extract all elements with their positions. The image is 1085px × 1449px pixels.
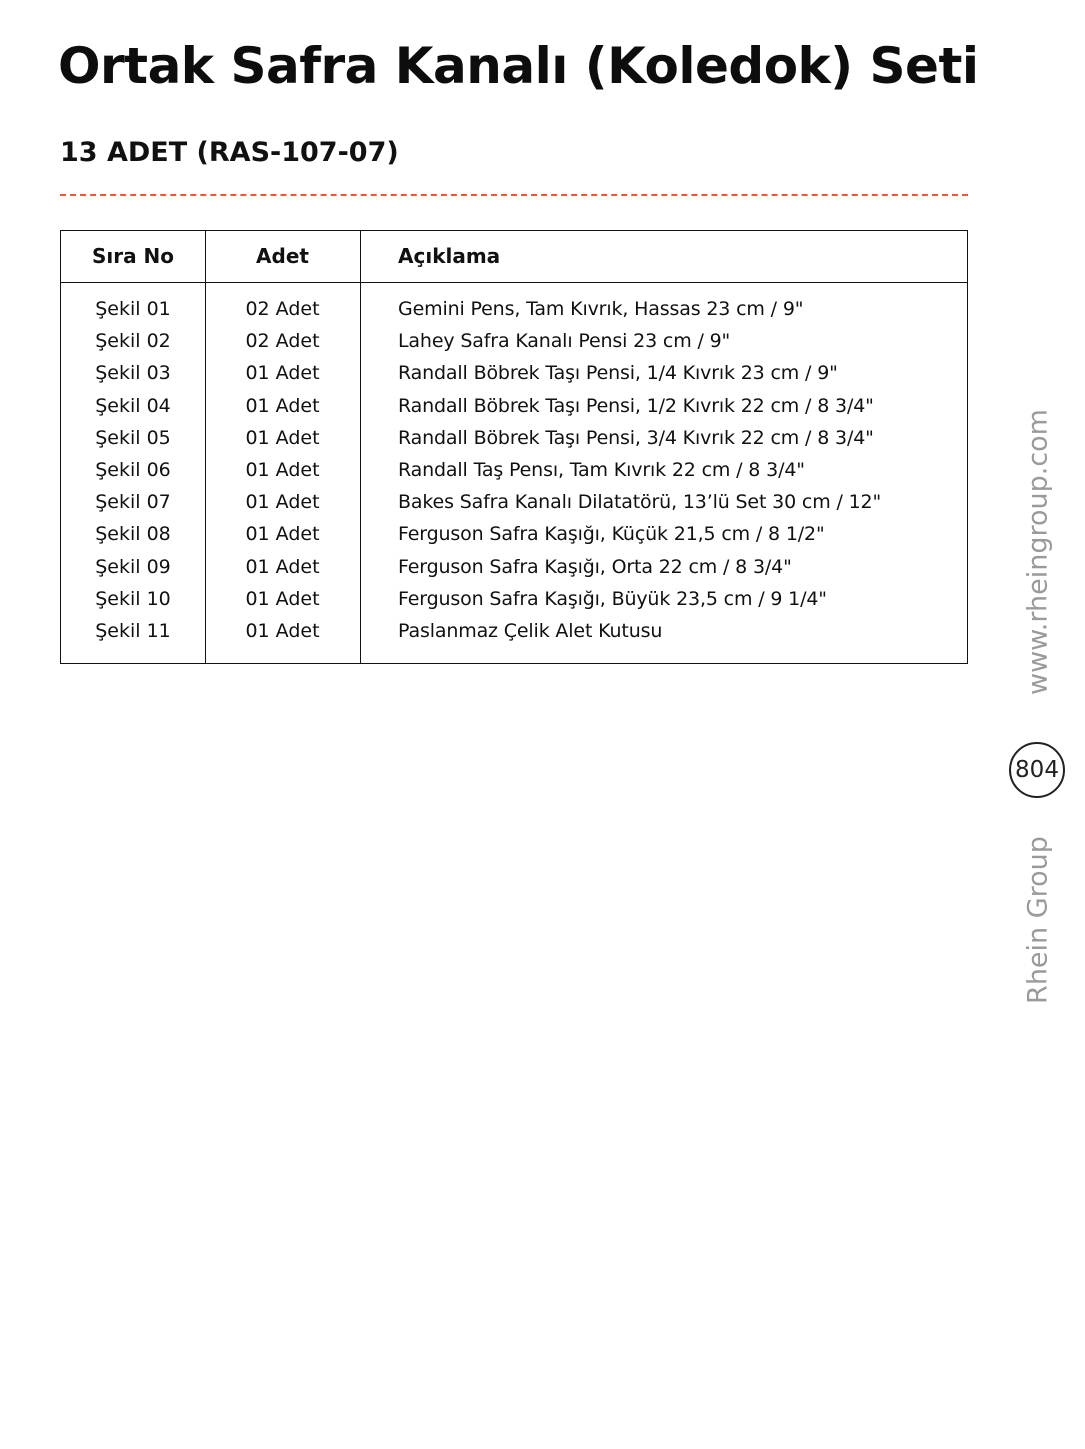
table-row — [61, 325, 967, 357]
table-row — [61, 422, 967, 454]
row-number-cell: Şekil 07 — [95, 491, 171, 514]
row-number-cell: Şekil 11 — [95, 619, 171, 642]
row-quantity-cell: 01 Adet — [245, 394, 320, 417]
header-sira-no: Sıra No — [91, 244, 175, 268]
row-quantity-cell: 01 Adet — [245, 362, 320, 385]
table-row — [61, 390, 967, 422]
row-description-cell: Ferguson Safra Kaşığı, Orta 22 cm / 8 3/4" — [398, 555, 792, 578]
table-row — [61, 293, 967, 325]
row-description-cell: Randall Taş Pensı, Tam Kıvrık 22 cm / 8 3/4" — [398, 458, 805, 481]
page-number-badge — [1009, 742, 1065, 798]
row-quantity-cell: 02 Adet — [245, 330, 320, 353]
row-quantity-cell: 01 Adet — [245, 619, 320, 642]
header-aciklama: Açıklama — [398, 244, 501, 268]
row-number-cell: Şekil 02 — [95, 330, 171, 353]
header-adet: Adet — [256, 244, 309, 268]
row-number-cell: Şekil 08 — [95, 523, 171, 546]
row-quantity-cell: 01 Adet — [245, 555, 320, 578]
row-description-cell: Ferguson Safra Kaşığı, Küçük 21,5 cm / 8 1/2" — [398, 523, 825, 546]
row-description-cell: Lahey Safra Kanalı Pensi 23 cm / 9" — [398, 330, 731, 353]
table-body — [61, 293, 967, 647]
row-quantity-cell: 01 Adet — [245, 491, 320, 514]
row-number-cell: Şekil 09 — [95, 555, 171, 578]
set-subtitle: 13 ADET (RAS-107-07) — [60, 137, 399, 168]
table-row — [61, 486, 967, 518]
row-quantity-cell: 01 Adet — [245, 523, 320, 546]
row-description-cell: Gemini Pens, Tam Kıvrık, Hassas 23 cm / 9" — [398, 298, 804, 320]
row-description-cell: Paslanmaz Çelik Alet Kutusu — [398, 619, 663, 642]
row-number-cell: Şekil 05 — [95, 426, 171, 449]
row-description-cell: Randall Böbrek Taşı Pensi, 3/4 Kıvrık 22 cm / 8 3/4" — [398, 426, 874, 449]
website-link[interactable]: www.rheingroup.com — [1022, 409, 1054, 695]
row-number-cell: Şekil 10 — [95, 587, 171, 610]
row-number-cell: Şekil 03 — [95, 362, 171, 385]
header-divider — [61, 282, 967, 283]
page-number: 804 — [1015, 757, 1059, 783]
row-number-cell: Şekil 06 — [95, 458, 171, 481]
row-description-cell: Randall Böbrek Taşı Pensi, 1/4 Kıvrık 23 cm / 9" — [398, 362, 838, 385]
row-quantity-cell: 02 Adet — [245, 298, 320, 320]
table-row — [61, 551, 967, 583]
row-description-cell: Ferguson Safra Kaşığı, Büyük 23,5 cm / 9 1/4" — [398, 587, 827, 610]
instrument-table — [60, 230, 968, 664]
brand-name: Rhein Group — [1022, 836, 1054, 1004]
row-quantity-cell: 01 Adet — [245, 587, 320, 610]
row-description-cell: Randall Böbrek Taşı Pensi, 1/2 Kıvrık 22 cm / 8 3/4" — [398, 394, 874, 417]
table-row — [61, 615, 967, 647]
row-quantity-cell: 01 Adet — [245, 458, 320, 481]
dashed-divider — [60, 194, 968, 196]
row-quantity-cell: 01 Adet — [245, 426, 320, 449]
table-row — [61, 454, 967, 486]
table-row — [61, 583, 967, 615]
table-row — [61, 518, 967, 550]
table-row — [61, 357, 967, 389]
row-number-cell: Şekil 04 — [95, 394, 171, 417]
row-number-cell: Şekil 01 — [95, 298, 171, 320]
row-description-cell: Bakes Safra Kanalı Dilatatörü, 13’lü Set 30 cm / 12" — [398, 491, 882, 514]
page-title: Ortak Safra Kanalı (Koledok) Seti — [58, 37, 979, 95]
